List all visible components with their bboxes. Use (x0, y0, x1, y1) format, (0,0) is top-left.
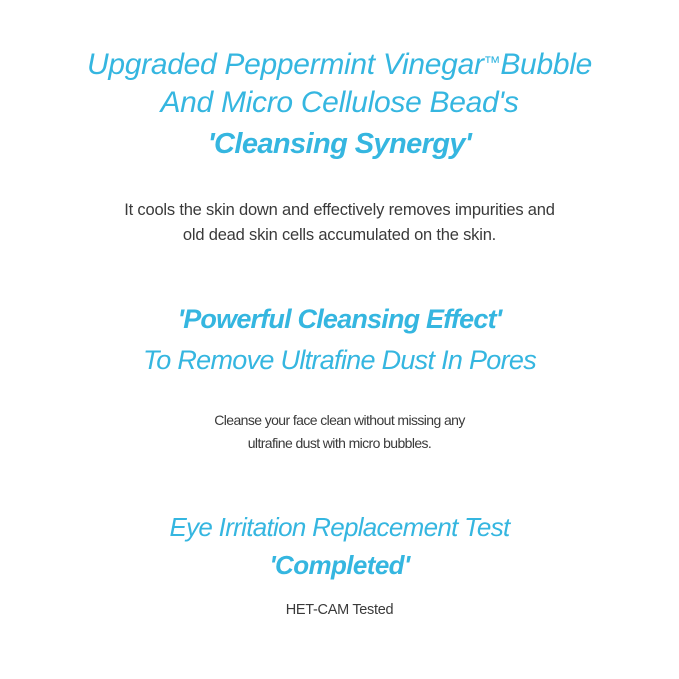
section-2-headline-line-1: 'Powerful Cleansing Effect' (177, 304, 502, 334)
headline-line-1 (87, 44, 592, 84)
section-3-headline (169, 509, 509, 583)
section-2-headline-line-2: To Remove Ultrafine Dust In Pores (142, 345, 537, 375)
section-1-body (124, 198, 554, 248)
section-2-body (214, 409, 464, 455)
headline-line-2: And Micro Cellulose Bead's (160, 86, 519, 119)
section-1-body-line-1: It cools the skin down and effectively removes impurities and (124, 201, 555, 219)
headline-line-3: 'Cleansing Synergy' (207, 128, 472, 160)
section-3-headline-line-1: Eye Irritation Replacement Test (169, 512, 510, 542)
trademark-symbol: ™ (483, 53, 501, 72)
section-1-body-line-2: old dead skin cells accumulated on the skin. (182, 226, 497, 244)
section-3-body (286, 599, 394, 621)
headline-line-1-pre: Upgraded Peppermint Vinegar (87, 48, 484, 81)
section-2-body-line-1: Cleanse your face clean without missing any (214, 412, 465, 428)
section-1-headline (87, 44, 592, 164)
section-3-body-line-1: HET-CAM Tested (285, 602, 394, 618)
section-3-headline-line-2: 'Completed' (269, 550, 410, 580)
section-2-body-line-2: ultrafine dust with micro bubbles. (247, 435, 432, 451)
headline-line-1-post: Bubble (500, 48, 592, 81)
section-2-headline (143, 300, 536, 379)
